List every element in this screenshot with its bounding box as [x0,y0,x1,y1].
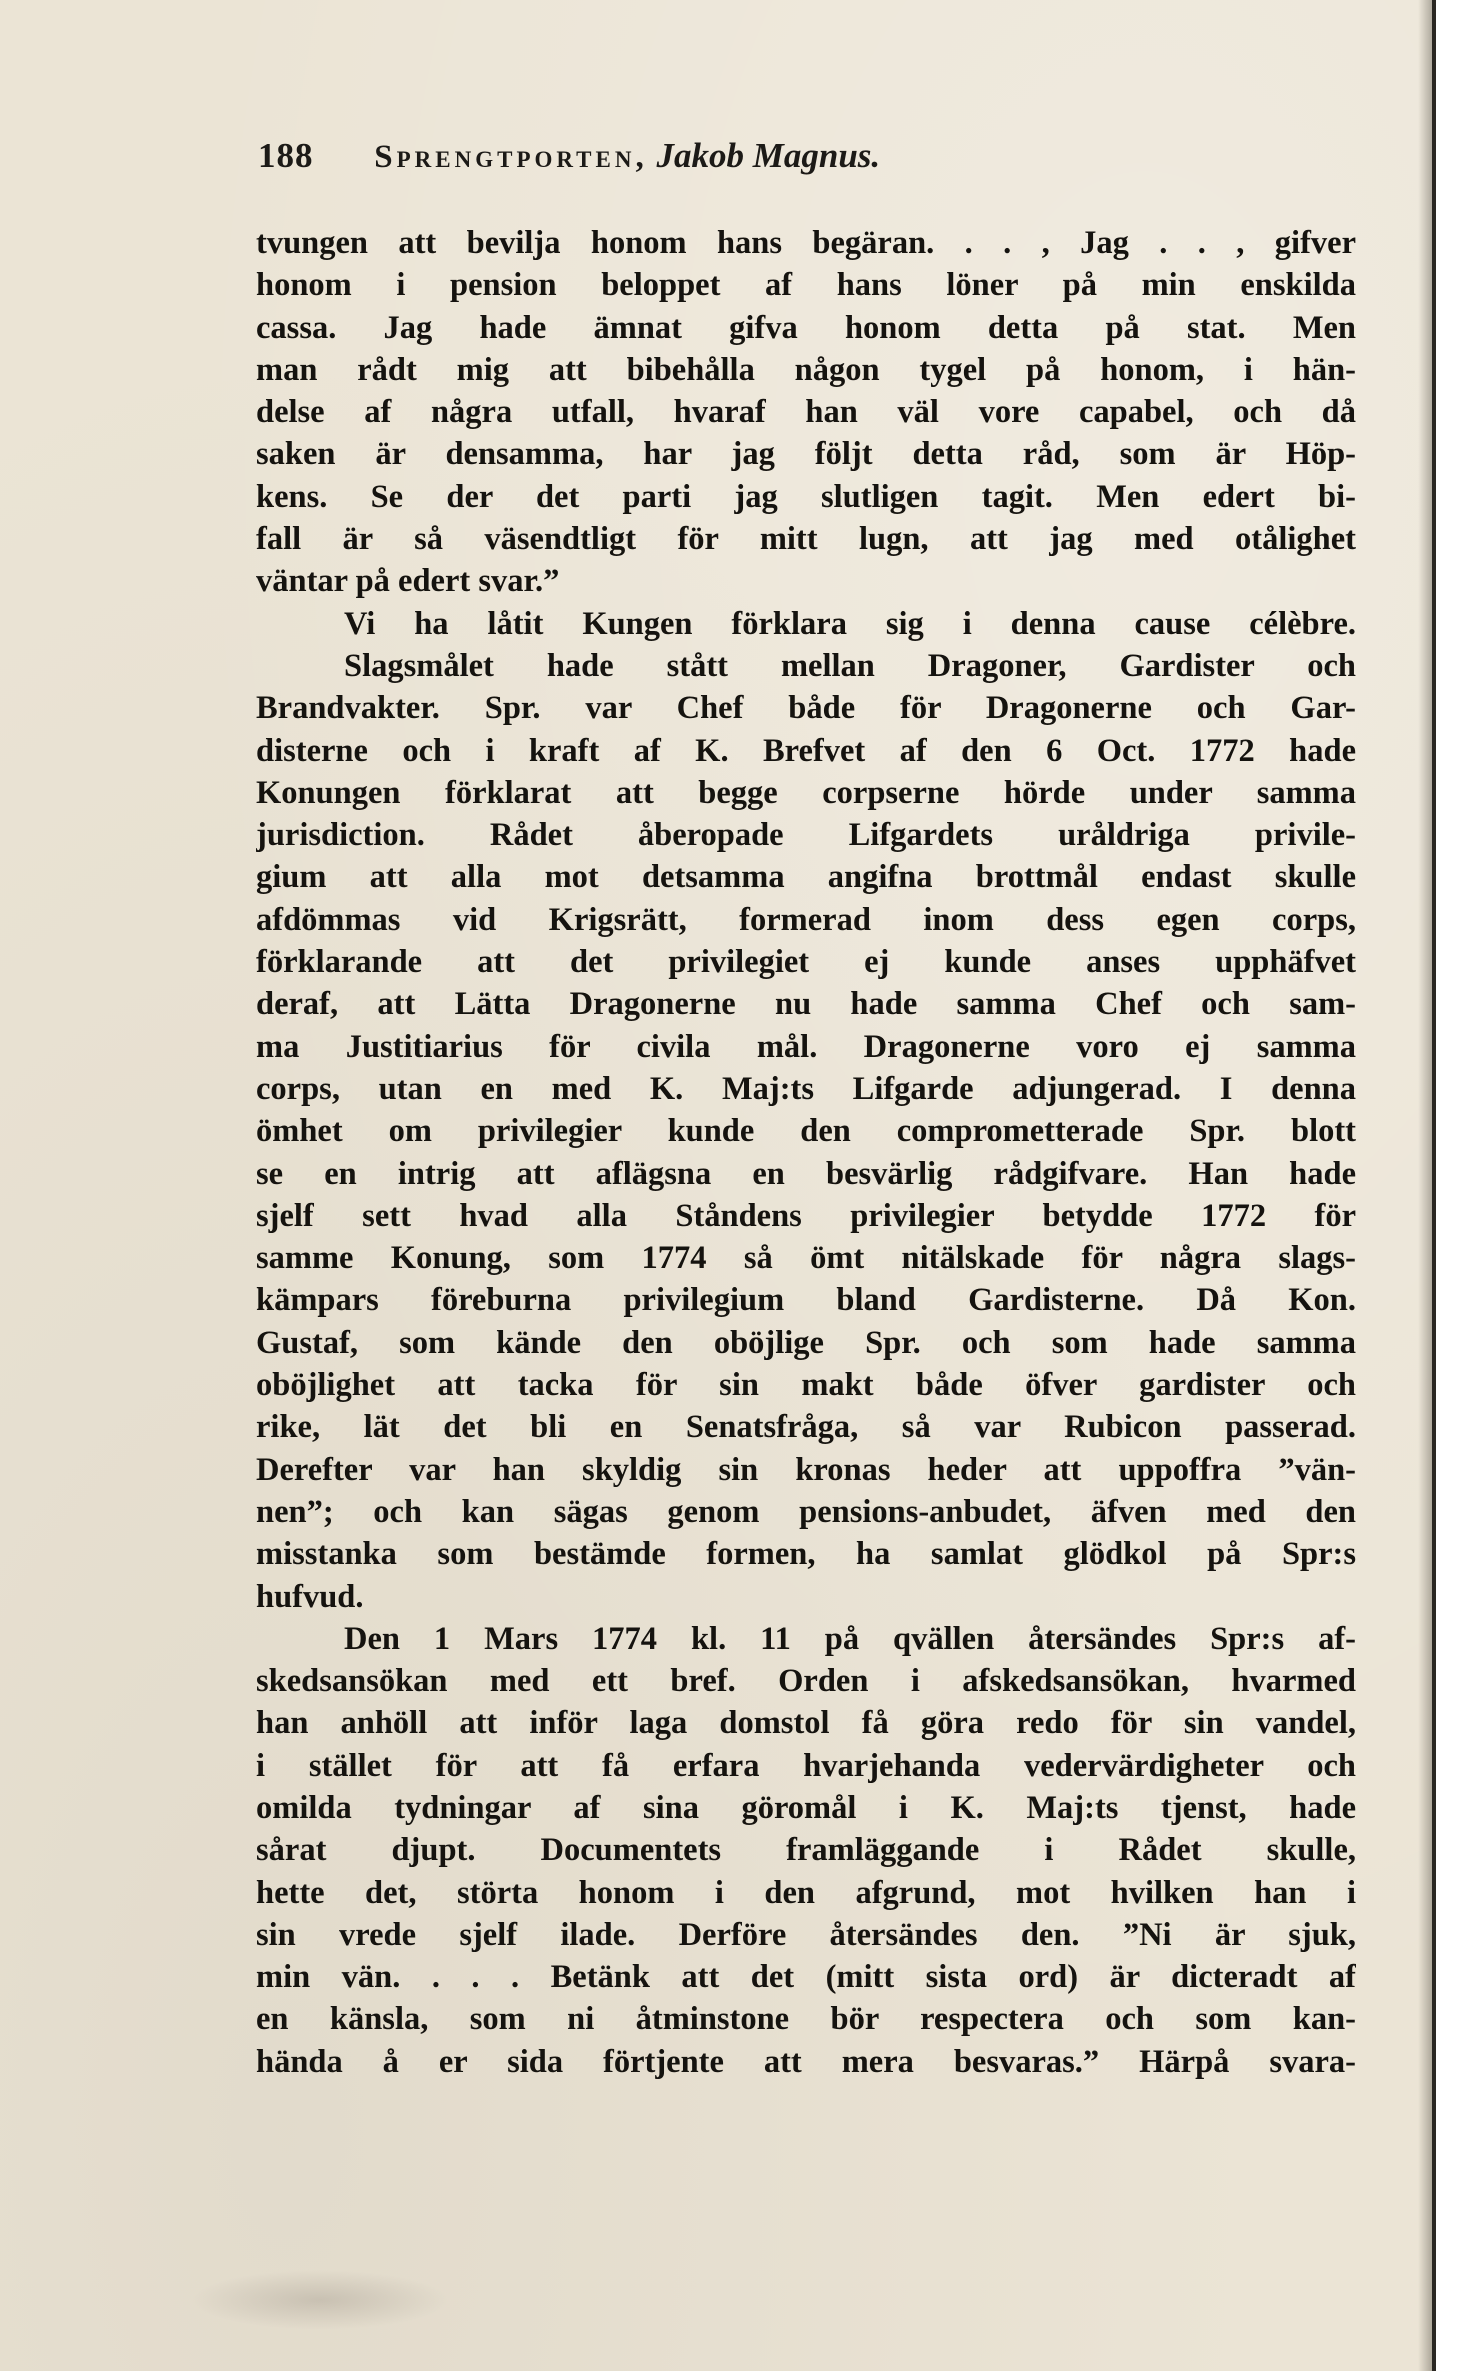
text-line: Gustaf, som kände den oböjlige Spr. och som hade samma [256,1324,1356,1361]
text-line: saken är densamma, har jag följt detta råd, som är Höp- [256,436,1356,473]
page-header [258,136,1258,186]
text-line: gium att alla mot detsamma angifna brottmål endast skulle [256,859,1356,896]
text-line: man rådt mig att bibehålla någon tygel på honom, i hän- [256,351,1356,388]
page-smudge [190,2270,450,2330]
text-line: honom i pension beloppet af hans löner på min enskilda [256,267,1356,304]
text-line: Konungen förklarat att begge corpserne hörde under samma [256,774,1356,811]
text-line: samme Konung, som 1774 så ömt nitälskade för några slags- [256,1240,1356,1277]
text-line: i stället för att få erfara hvarjehanda vedervärdigheter och [256,1747,1356,1784]
body-text [256,222,1356,2083]
text-line: corps, utan en med K. Maj:ts Lifgarde adjungerad. I denna [256,1070,1356,1107]
text-line: förklarande att det privilegiet ej kunde anses upphäfvet [256,944,1356,981]
text-line: kämpars föreburna privilegium bland Gardisterne. Då Kon. [256,1282,1356,1319]
text-line: delse af några utfall, hvaraf han väl vore capabel, och då [256,394,1356,431]
running-title: Sprengtporten, [374,139,648,175]
text-line: oböjlighet att tacka för sin makt både öfver gardister och [256,1367,1356,1404]
text-line: en känsla, som ni åtminstone bör respectera och som kan- [256,2001,1356,2038]
text-line: omilda tydningar af sina göromål i K. Maj:ts tjenst, hade [256,1789,1356,1826]
text-line: rike, lät det bli en Senatsfråga, så var Rubicon passerad. [256,1409,1356,1446]
text-line: afdömmas vid Krigsrätt, formerad inom dess egen corps, [256,901,1356,938]
text-line: väntar på edert svar.” [256,563,560,600]
text-line: hufvud. [256,1578,364,1615]
text-line: nen”; och kan sägas genom pensions-anbudet, äfven med den [256,1493,1356,1530]
text-line: sjelf sett hvad alla Ståndens privilegier betydde 1772 för [256,1197,1356,1234]
text-line: fall är så väsendtligt för mitt lugn, att jag med otålighet [256,521,1356,558]
text-line: Brandvakter. Spr. var Chef både för Dragonerne och Gar- [256,690,1356,727]
text-line: tvungen att bevilja honom hans begäran. . . , Jag . . , gifver [256,225,1356,261]
text-line: misstanka som bestämde formen, ha samlat glödkol på Spr:s [256,1536,1356,1573]
text-line: se en intrig att aflägsna en besvärlig rådgifvare. Han hade [256,1155,1356,1192]
text-line: hända å er sida förtjente att mera besvaras.” Härpå svara- [256,2043,1356,2080]
text-line: han anhöll att inför laga domstol få göra redo för sin vandel, [256,1705,1356,1742]
text-line: min vän. . . . Betänk att det (mitt sista ord) är dicteradt af [256,1959,1356,1996]
text-line: jurisdiction. Rådet åberopade Lifgardets uråldriga privile- [256,817,1356,854]
text-line: ömhet om privilegier kunde den comprometterade Spr. blott [256,1113,1356,1150]
text-line: Vi ha låtit Kungen förklara sig i denna cause célèbre. [344,605,1356,642]
page-edge [1432,0,1436,2371]
text-line: deraf, att Lätta Dragonerne nu hade samma Chef och sam- [256,986,1356,1023]
text-line: Slagsmålet hade stått mellan Dragoner, Gardister och [344,647,1356,684]
text-line: Derefter var han skyldig sin kronas heder att uppoffra ”vän- [256,1451,1356,1488]
text-line: sin vrede sjelf ilade. Derföre återsändes den. ”Ni är sjuk, [256,1916,1356,1953]
text-line: skedsansökan med ett bref. Orden i afskedsansökan, hvarmed [256,1663,1356,1700]
text-line: ma Justitiarius för civila mål. Dragonerne voro ej samma [256,1028,1356,1065]
text-line: kens. Se der det parti jag slutligen tagit. Men edert bi- [256,478,1356,515]
text-line: cassa. Jag hade ämnat gifva honom detta på stat. Men [256,309,1356,346]
running-subtitle: Jakob Magnus. [656,136,881,175]
text-line: disterne och i kraft af K. Brefvet af den 6 Oct. 1772 hade [256,732,1356,769]
text-line: hette det, störta honom i den afgrund, mot hvilken han i [256,1874,1356,1911]
page-number: 188 [258,136,314,175]
text-line: sårat djupt. Documentets framläggande i Rådet skulle, [256,1832,1356,1869]
text-line: Den 1 Mars 1774 kl. 11 på qvällen återsändes Spr:s af- [344,1620,1356,1657]
